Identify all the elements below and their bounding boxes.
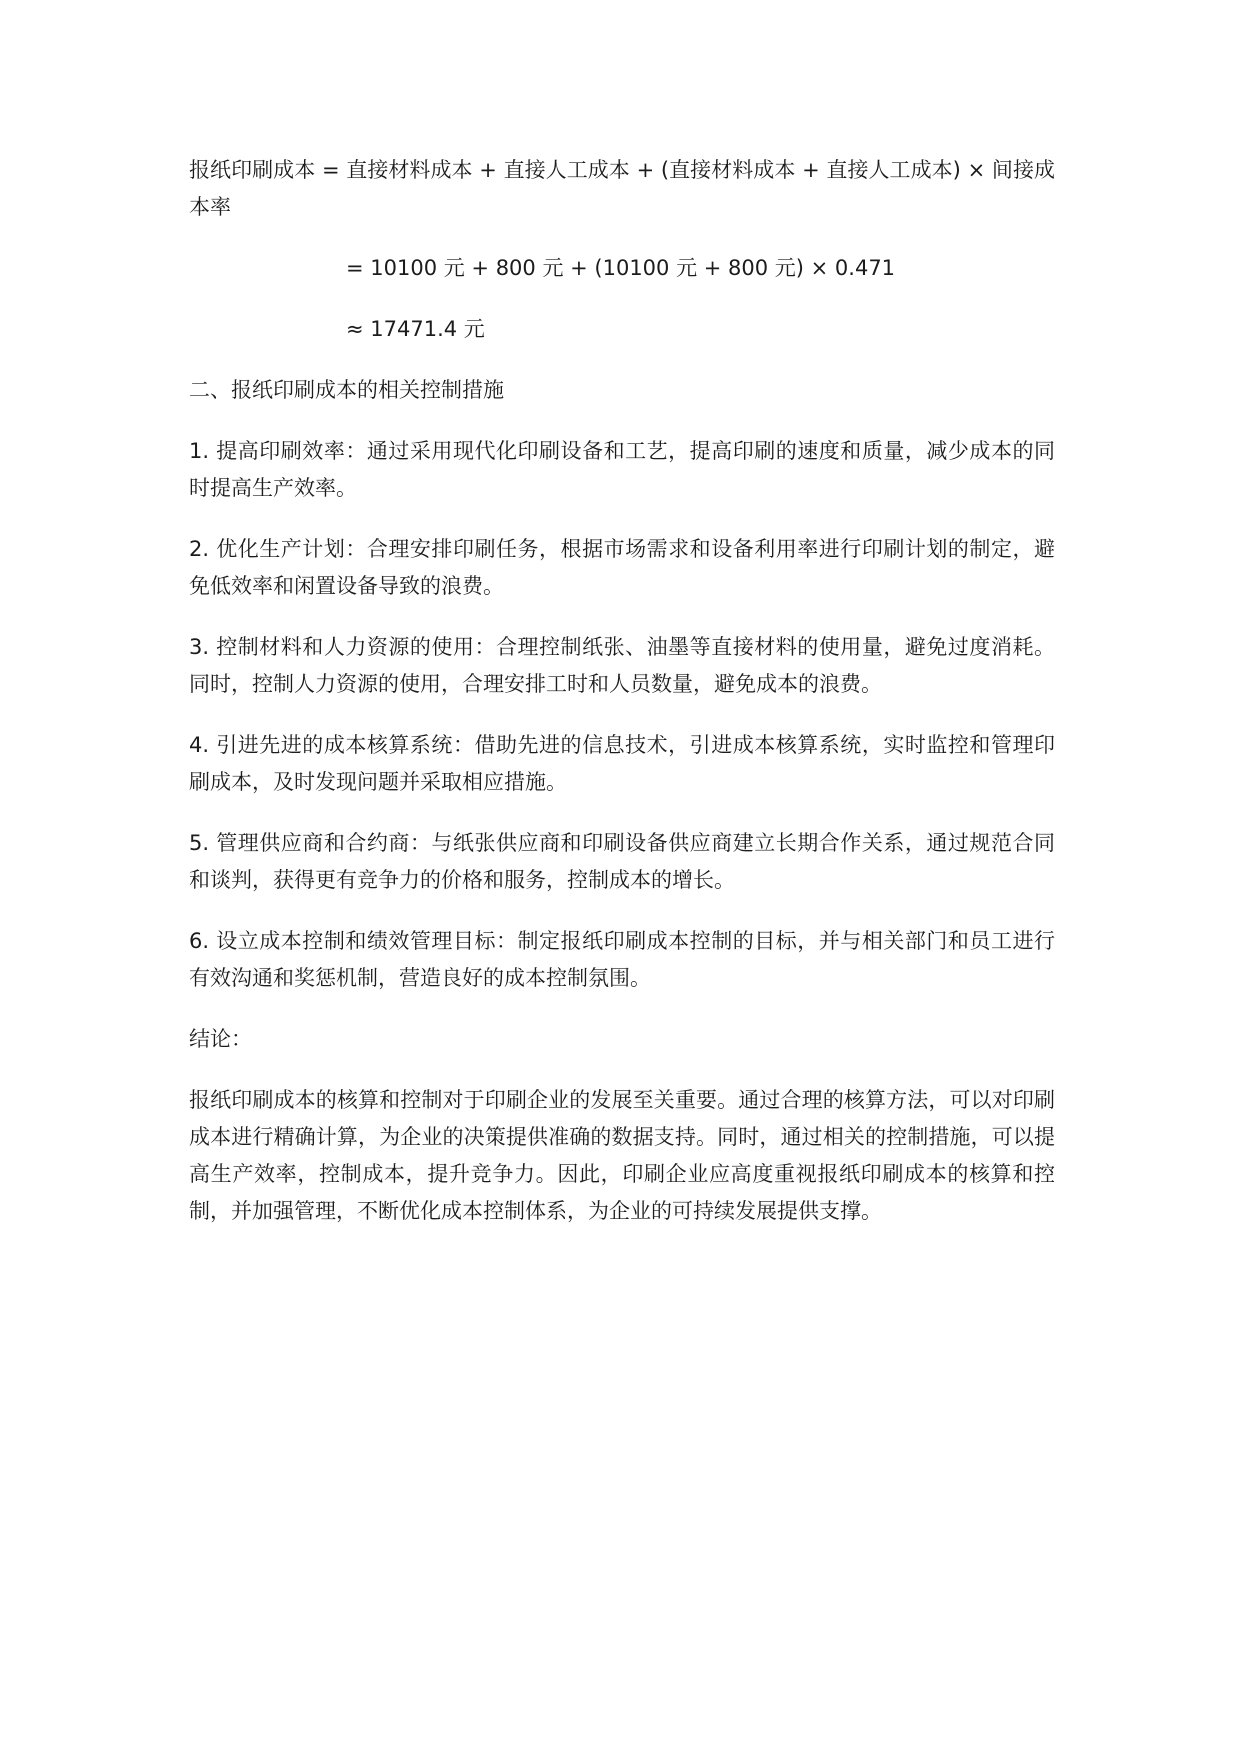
measure-item-2: 2. 优化生产计划：合理安排印刷任务，根据市场需求和设备利用率进行印刷计划的制定，避免低效率和闲置设备导致的浪费。 (189, 537, 1055, 598)
measure-item-6: 6. 设立成本控制和绩效管理目标：制定报纸印刷成本控制的目标，并与相关部门和员工进行有效沟通和奖惩机制，营造良好的成本控制氛围。 (189, 929, 1055, 990)
formula-result: ≈ 17471.4 元 (346, 317, 485, 341)
section-heading: 二、报纸印刷成本的相关控制措施 (189, 378, 504, 402)
formula-substitution: = 10100 元 + 800 元 + (10100 元 + 800 元) × 0.471 (346, 256, 896, 280)
measure-item-1: 1. 提高印刷效率：通过采用现代化印刷设备和工艺，提高印刷的速度和质量，减少成本的同时提高生产效率。 (189, 439, 1055, 500)
conclusion-paragraph: 报纸印刷成本的核算和控制对于印刷企业的发展至关重要。通过合理的核算方法，可以对印刷成本进行精确计算，为企业的决策提供准确的数据支持。同时，通过相关的控制措施，可以提高生产效率，控制成本，提升竞争力。因此，印刷企业应高度重视报纸印刷成本的核算和控制，并加强管理，不断优化成本控制体系，为企业的可持续发展提供支撑。 (189, 1088, 1055, 1223)
measure-item-4: 4. 引进先进的成本核算系统：借助先进的信息技术，引进成本核算系统，实时监控和管理印刷成本，及时发现问题并采取相应措施。 (189, 733, 1055, 794)
document-body (189, 152, 1055, 1254)
measure-item-3: 3. 控制材料和人力资源的使用：合理控制纸张、油墨等直接材料的使用量，避免过度消耗。同时，控制人力资源的使用，合理安排工时和人员数量，避免成本的浪费。 (189, 635, 1055, 696)
conclusion-heading: 结论： (189, 1027, 252, 1051)
formula-line: 报纸印刷成本 = 直接材料成本 + 直接人工成本 + (直接材料成本 + 直接人工成本) × 间接成本率 (189, 158, 1055, 219)
measure-item-5: 5. 管理供应商和合约商：与纸张供应商和印刷设备供应商建立长期合作关系，通过规范合同和谈判，获得更有竞争力的价格和服务，控制成本的增长。 (189, 831, 1055, 892)
